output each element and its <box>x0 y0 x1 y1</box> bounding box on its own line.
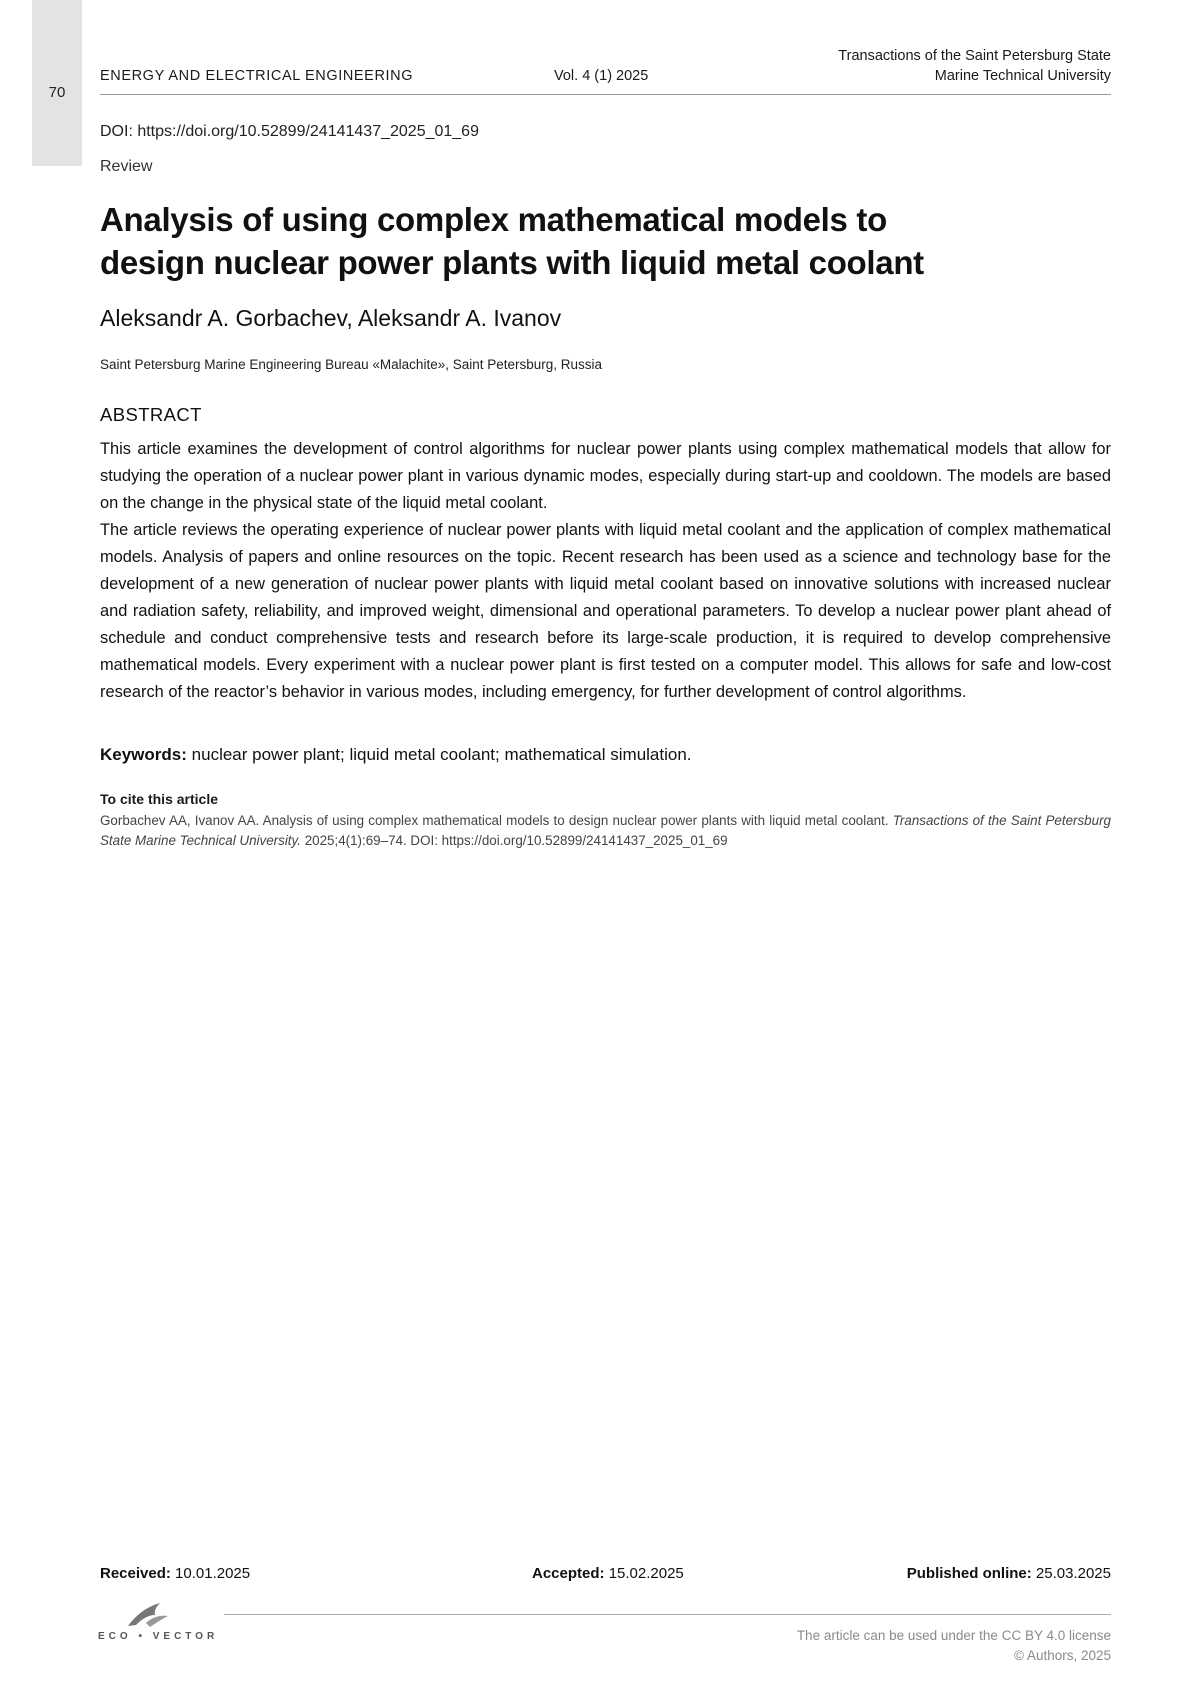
license-notice <box>797 1626 1111 1666</box>
published-label: Published online: <box>906 1565 1032 1582</box>
keywords-text: nuclear power plant; liquid metal coolant; mathematical simulation. <box>191 745 692 764</box>
page-number: 70 <box>48 84 66 101</box>
footer-divider <box>224 1614 1111 1615</box>
article-type: Review <box>100 158 153 175</box>
header-journal <box>838 46 1111 86</box>
article-title <box>100 198 1000 284</box>
affiliation: Saint Petersburg Marine Engineering Bureau «Malachite», Saint Petersburg, Russia <box>100 357 603 372</box>
doi-link[interactable]: DOI: https://doi.org/10.52899/24141437_2025_01_69 <box>100 123 479 140</box>
received-label: Received: <box>100 1565 171 1582</box>
header-volume: Vol. 4 (1) 2025 <box>554 68 649 84</box>
received-value: 10.01.2025 <box>175 1565 251 1582</box>
abstract-paragraph-2: The article reviews the operating experience of nuclear power plants with liquid metal coolant and the application of complex mathematical models. Analysis of papers and online resources on the topic. Recent research has been used as a science and technology base for the development of a new generation of nuclear power plants with liquid metal coolant based on innovative solutions with increased nuclear and radiation safety, reliability, and improved weight, dimensional and operational parameters. To develop a nuclear power plant ahead of schedule and conduct comprehensive tests and research before its large-scale production, it is required to develop comprehensive mathematical models. Every experiment with a nuclear power plant is first tested on a computer model. This allows for safe and low-cost research of the reactor’s behavior in various modes, including emergency, for further development of control algorithms. <box>100 521 1111 701</box>
page-side-tab <box>32 0 82 166</box>
citation-heading: To cite this article <box>100 791 218 807</box>
published-date <box>907 1565 1111 1582</box>
publisher-logo <box>98 1595 219 1645</box>
license-line2: © Authors, 2025 <box>1013 1648 1111 1663</box>
abstract-heading: ABSTRACT <box>100 404 202 425</box>
header-journal-line1: Transactions of the Saint Petersburg State <box>838 48 1111 64</box>
accepted-label: Accepted: <box>532 1565 605 1582</box>
accepted-value: 15.02.2025 <box>608 1565 684 1582</box>
title-line1: Analysis of using complex mathematical models to <box>100 201 887 238</box>
header-journal-line2: Marine Technical University <box>934 68 1111 84</box>
header-section: ENERGY AND ELECTRICAL ENGINEERING <box>100 68 414 84</box>
published-value: 25.03.2025 <box>1035 1565 1111 1582</box>
citation-journal: Transactions of the Saint Petersburg State Marine Technical University. <box>100 813 1111 848</box>
bird-logo-icon <box>98 1595 203 1631</box>
title-line2: design nuclear power plants with liquid metal coolant <box>100 244 924 281</box>
license-line1: The article can be used under the CC BY 4.0 license <box>796 1628 1111 1643</box>
publisher-logo-text: ECO • VECTOR <box>98 1631 219 1642</box>
citation-part2: 2025;4(1):69–74. DOI: https://doi.org/10.52899/24141437_2025_01_69 <box>304 833 728 848</box>
accepted-date <box>532 1565 684 1582</box>
authors: Aleksandr A. Gorbachev, Aleksandr A. Ivanov <box>100 305 562 331</box>
received-date <box>100 1565 250 1582</box>
running-header <box>100 44 1111 95</box>
citation-text <box>100 811 1111 851</box>
citation-part1: Gorbachev AA, Ivanov AA. Analysis of using complex mathematical models to design nuclear power plants with liquid metal coolant. <box>100 813 889 828</box>
keywords <box>100 745 692 765</box>
abstract-body <box>100 436 1111 706</box>
article-dates <box>100 1565 1111 1587</box>
abstract-paragraph-1: This article examines the development of control algorithms for nuclear power plants using complex mathematical models that allow for studying the operation of a nuclear power plant in various dynamic modes, especially during start-up and cooldown. The models are based on the change in the physical state of the liquid metal coolant. <box>100 440 1111 512</box>
keywords-label: Keywords: <box>100 745 187 764</box>
